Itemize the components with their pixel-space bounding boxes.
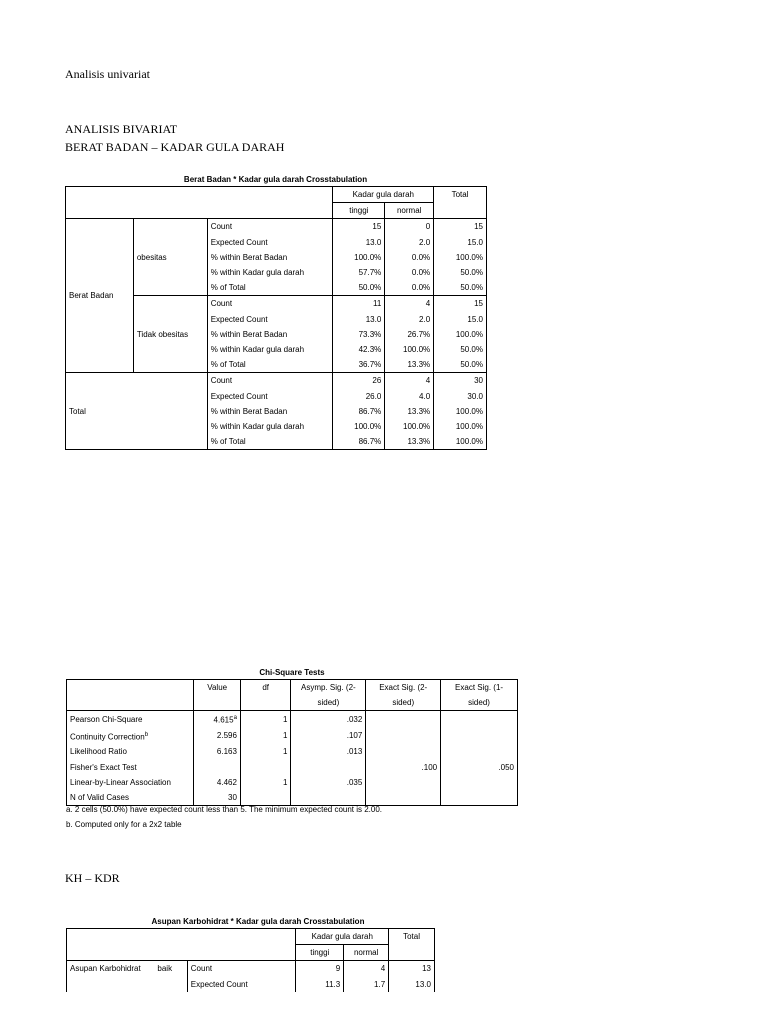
crosstab1-cell-normal: 4 xyxy=(385,296,434,312)
crosstab1-cell-total: 50.0% xyxy=(434,280,487,296)
crosstab1-stat-label: % within Kadar gula darah xyxy=(207,342,333,357)
chisq-row xyxy=(67,711,518,728)
crosstab1-cell-tinggi: 26 xyxy=(333,373,385,389)
crosstab1-cell-total: 15.0 xyxy=(467,237,483,247)
chisq-cell-df: 1 xyxy=(240,744,291,759)
chisq-row-label-text: Continuity Correction xyxy=(70,732,145,742)
heading-bivariat: ANALISIS BIVARIAT xyxy=(65,122,178,136)
crosstab2-cell-tinggi: 11.3 xyxy=(296,977,344,992)
crosstab1-cell-tinggi: 50.0% xyxy=(333,280,385,296)
chisq-cell-asymp xyxy=(291,760,366,775)
crosstab2-col-tinggi: tinggi xyxy=(296,945,344,961)
crosstab1-cell-total: 15 xyxy=(474,222,483,232)
crosstab1-stat-label: % within Kadar gula darah xyxy=(207,265,333,280)
chisq-cell-df: 1 xyxy=(240,775,291,790)
chisq-cell-value xyxy=(194,790,241,806)
chisq-cell-value-text: 4.462 xyxy=(216,777,237,787)
chisq-cell-exact2 xyxy=(366,744,441,759)
chisq-cell-asymp: .032 xyxy=(291,711,366,728)
chisq-note-b: b. Computed only for a 2x2 table xyxy=(66,820,182,829)
crosstab2-cell-normal: 1.7 xyxy=(344,977,389,992)
crosstab1-stat-label: Count xyxy=(207,219,333,235)
crosstab1-stat-label: % within Berat Badan xyxy=(207,327,333,342)
chisq-row-label xyxy=(67,790,194,806)
crosstab1-group-label: Tidak obesitas xyxy=(133,296,207,373)
crosstab1-cell-tinggi: 73.3% xyxy=(333,327,385,342)
chisq-cell-asymp: .013 xyxy=(291,744,366,759)
crosstab1-cell-tinggi: 100.0% xyxy=(333,419,385,434)
crosstab2-cell-total: 13.0 xyxy=(415,979,431,989)
chisq-row-label-text: N of Valid Cases xyxy=(70,792,129,802)
chisq-col-asymp xyxy=(291,680,366,711)
crosstab1-total-label: Total xyxy=(66,373,208,450)
chisq-cell-exact2 xyxy=(366,728,441,745)
chisq-cell-value xyxy=(194,728,241,745)
crosstab1-stat-label: Count xyxy=(207,373,333,389)
chisq-cell-df: 1 xyxy=(240,711,291,728)
chisq-cell-asymp: .035 xyxy=(291,775,366,790)
crosstab1-cell-total: 15.0 xyxy=(467,314,483,324)
chisq-cell-exact1 xyxy=(441,711,518,728)
crosstab1-cell-normal: 2.0 xyxy=(385,312,434,327)
crosstab1-cell-normal: 4.0 xyxy=(385,388,434,403)
chisq-cell-value xyxy=(194,744,241,759)
chisq-note-a: a. 2 cells (50.0%) have expected count less than 5. The minimum expected count is 2.00. xyxy=(66,805,383,814)
crosstab1-cell-total: 30 xyxy=(474,376,483,386)
crosstab1-cell-total: 30.0 xyxy=(467,391,483,401)
crosstab1-stat-label: Count xyxy=(207,296,333,312)
chisq-row-label xyxy=(67,711,194,728)
chisq-row-label-text: Likelihood Ratio xyxy=(70,747,127,757)
crosstab2-table xyxy=(66,928,435,992)
heading-berat-badan-kgd: BERAT BADAN – KADAR GULA DARAH xyxy=(65,140,285,154)
crosstab1-cell-normal: 26.7% xyxy=(385,327,434,342)
crosstab1-cell-total: 100.0% xyxy=(455,437,483,447)
chisq-col-exact2-l2: sided) xyxy=(392,698,415,707)
crosstab1-cell-total: 100.0% xyxy=(455,252,483,262)
crosstab1-cell-tinggi: 11 xyxy=(333,296,385,312)
crosstab1-cell-tinggi: 26.0 xyxy=(333,388,385,403)
crosstab1-cell-total: 100.0% xyxy=(455,406,483,416)
chisq-col-exact1-l2: sided) xyxy=(468,698,490,707)
chisq-cell-asymp xyxy=(291,790,366,806)
heading-univariat: Analisis univariat xyxy=(65,67,150,81)
chisq-col-exact2-l1: Exact Sig. (2- xyxy=(379,683,428,692)
crosstab2-group-label: baik xyxy=(154,961,187,992)
crosstab1-col-tinggi: tinggi xyxy=(333,203,385,219)
crosstab1-table xyxy=(65,186,487,450)
crosstab1-cell-tinggi: 100.0% xyxy=(333,250,385,265)
crosstab2-row-var: Asupan Karbohidrat xyxy=(70,964,141,974)
crosstab1-cell-normal: 13.3% xyxy=(385,357,434,373)
crosstab1-col-group: Kadar gula darah xyxy=(333,187,434,203)
crosstab1-cell-normal: 2.0 xyxy=(385,235,434,250)
chisq-row-label-sup: b xyxy=(144,731,149,738)
chisq-col-exact1 xyxy=(441,680,518,711)
crosstab1-cell-normal: 0 xyxy=(385,219,434,235)
crosstab1-stat-label: % of Total xyxy=(207,434,333,450)
crosstab1-cell-total: 50.0% xyxy=(434,357,487,373)
crosstab1-cell-normal: 0.0% xyxy=(385,250,434,265)
crosstab2-cell-normal: 4 xyxy=(344,961,389,977)
chisq-cell-value-text: 6.163 xyxy=(216,747,237,757)
crosstab1-cell-normal: 13.3% xyxy=(385,434,434,450)
chisq-cell-exact1 xyxy=(441,775,518,790)
chisq-col-exact2 xyxy=(366,680,441,711)
crosstab2-cell-total: 13 xyxy=(422,964,431,974)
chisq-row xyxy=(67,728,518,745)
crosstab1-stat-label: % of Total xyxy=(207,357,333,373)
crosstab2-stat-label: Expected Count xyxy=(187,977,296,992)
chisq-cell-value-text: 30 xyxy=(228,792,237,802)
chisq-row-label-text: Linear-by-Linear Association xyxy=(70,777,171,787)
crosstab1-stat-label: Expected Count xyxy=(207,388,333,403)
chisq-cell-exact2 xyxy=(366,790,441,806)
crosstab1-stat-label: % within Kadar gula darah xyxy=(207,419,333,434)
crosstab1-cell-tinggi: 15 xyxy=(333,219,385,235)
crosstab1-stat-label: Expected Count xyxy=(207,312,333,327)
crosstab1-stat-label: Expected Count xyxy=(207,235,333,250)
crosstab1-cell-normal: 0.0% xyxy=(385,280,434,296)
crosstab1-cell-normal: 100.0% xyxy=(385,342,434,357)
crosstab1-cell-total: 15 xyxy=(474,299,483,309)
crosstab1-corner xyxy=(66,187,333,219)
chisq-cell-asymp: .107 xyxy=(291,728,366,745)
chisq-cell-value xyxy=(194,775,241,790)
crosstab1-title: Berat Badan * Kadar gula darah Crosstabulation xyxy=(183,175,368,184)
crosstab1-col-normal: normal xyxy=(385,203,434,219)
chisq-cell-df xyxy=(240,790,291,806)
chisq-title: Chi-Square Tests xyxy=(259,668,325,677)
crosstab1-cell-total: 50.0% xyxy=(460,344,483,354)
chisq-row xyxy=(67,760,518,775)
crosstab1-cell-tinggi: 86.7% xyxy=(333,404,385,419)
chisq-cell-df: 1 xyxy=(240,728,291,745)
crosstab2-col-normal: normal xyxy=(344,945,389,961)
chisq-cell-exact1 xyxy=(441,744,518,759)
crosstab2-corner xyxy=(67,929,296,961)
chisq-row-label xyxy=(67,775,194,790)
crosstab1-cell-total: 100.0% xyxy=(455,329,483,339)
chisq-row-label xyxy=(67,744,194,759)
crosstab2-title: Asupan Karbohidrat * Kadar gula darah Crosstabulation xyxy=(151,917,365,926)
chisq-cell-value-sup: a xyxy=(233,715,237,721)
crosstab1-cell-normal: 0.0% xyxy=(385,265,434,280)
chisq-row xyxy=(67,775,518,790)
crosstab1-cell-normal: 100.0% xyxy=(385,419,434,434)
chisq-cell-exact2 xyxy=(366,775,441,790)
crosstab1-cell-total: 100.0% xyxy=(455,421,483,431)
crosstab1-row xyxy=(66,373,487,389)
crosstab1-cell-tinggi: 36.7% xyxy=(333,357,385,373)
crosstab1-cell-tinggi: 13.0 xyxy=(333,235,385,250)
chisq-row-label xyxy=(67,728,194,745)
crosstab1-col-total: Total xyxy=(434,187,487,219)
crosstab2-col-group: Kadar gula darah xyxy=(296,929,389,945)
crosstab1-cell-normal: 13.3% xyxy=(385,404,434,419)
crosstab2-col-total: Total xyxy=(389,929,435,961)
chisq-cell-exact2 xyxy=(366,711,441,728)
chisq-cell-exact1: .050 xyxy=(498,762,514,772)
crosstab1-cell-normal: 4 xyxy=(385,373,434,389)
chisq-col-asymp-l1: Asymp. Sig. (2- xyxy=(301,683,356,692)
chisq-cell-exact2: .100 xyxy=(366,760,441,775)
heading-kh-kdr: KH – KDR xyxy=(65,871,120,885)
crosstab1-cell-total: 50.0% xyxy=(460,268,483,278)
crosstab1-row xyxy=(66,219,487,235)
crosstab1-row-var: Berat Badan xyxy=(66,219,134,373)
crosstab1-stat-label: % of Total xyxy=(207,280,333,296)
chisq-col-df: df xyxy=(240,680,291,711)
chisq-cell-value xyxy=(194,711,241,728)
chisq-cell-value xyxy=(194,760,241,775)
crosstab2-stat-label: Count xyxy=(187,961,296,977)
crosstab1-stat-label: % within Berat Badan xyxy=(207,404,333,419)
chisq-cell-value-text: 2.596 xyxy=(216,731,237,741)
crosstab1-cell-tinggi: 42.3% xyxy=(333,342,385,357)
chisq-table xyxy=(66,679,518,806)
crosstab1-cell-tinggi: 57.7% xyxy=(333,265,385,280)
crosstab2-cell-tinggi: 9 xyxy=(296,961,344,977)
chisq-col-exact1-l1: Exact Sig. (1- xyxy=(455,683,504,692)
chisq-cell-df xyxy=(240,760,291,775)
crosstab1-group-label: obesitas xyxy=(133,219,207,296)
crosstab1-stat-label: % within Berat Badan xyxy=(207,250,333,265)
chisq-row-label-text: Fisher's Exact Test xyxy=(70,762,137,772)
crosstab1-cell-tinggi: 13.0 xyxy=(333,312,385,327)
chisq-col-asymp-l2: sided) xyxy=(317,698,340,707)
chisq-cell-exact1 xyxy=(441,790,518,806)
chisq-cell-value-text: 4.615 xyxy=(213,715,234,725)
chisq-corner xyxy=(67,680,194,711)
chisq-row xyxy=(67,790,518,806)
chisq-row xyxy=(67,744,518,759)
crosstab2-row xyxy=(67,961,435,977)
chisq-row-label xyxy=(67,760,194,775)
chisq-row-label-text: Pearson Chi-Square xyxy=(70,714,143,724)
chisq-col-value: Value xyxy=(194,680,241,711)
chisq-cell-exact1 xyxy=(441,728,518,745)
crosstab1-cell-tinggi: 86.7% xyxy=(333,434,385,450)
